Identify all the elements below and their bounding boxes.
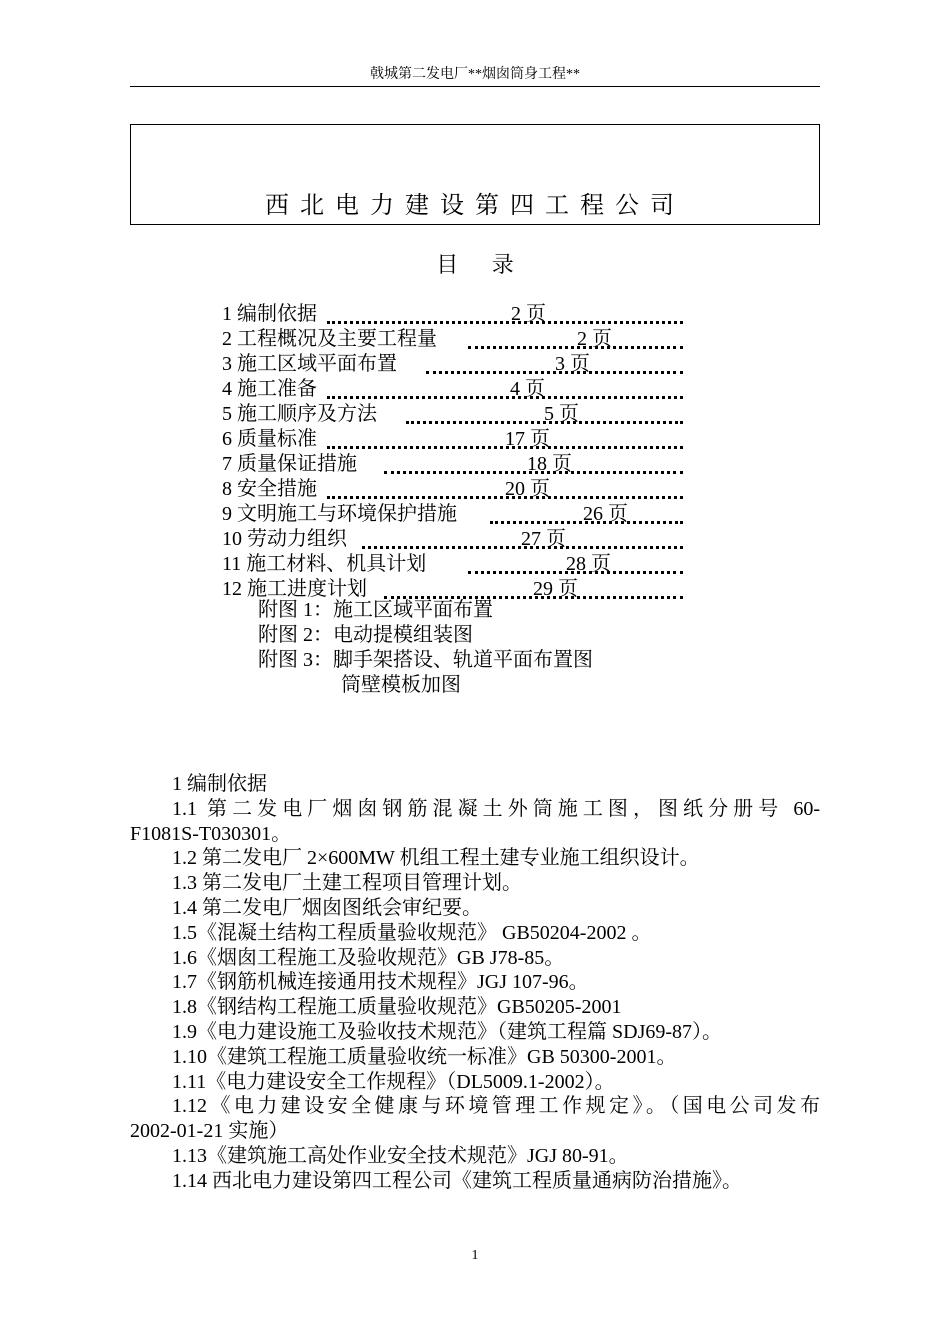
section-heading: 1 编制依据 [172,773,267,795]
toc-item[interactable] [222,502,687,527]
appendix-figure-extra[interactable]: 筒壁模板加图 [341,674,461,696]
paragraph: 2002-01-21 实施） [130,1120,289,1143]
toc-item-label: 6 质量标准 [222,428,317,450]
toc-item[interactable] [222,377,687,402]
paragraph: 1.6《烟囱工程施工及验收规范》GB J78-85。 [172,946,565,969]
toc-item-label: 8 安全措施 [222,478,317,500]
toc-item-page: 4 页 [510,378,545,400]
paragraph: 1.7《钢筋机械连接通用技术规程》JGJ 107-96。 [172,971,589,994]
toc-item-page: 20 页 [505,478,550,500]
toc-item-label: 4 施工准备 [222,378,317,400]
paragraph: 1.1 第二发电厂烟囱钢筋混凝土外筒施工图，图纸分册号 60- [172,797,820,820]
paragraph: 1.3 第二发电厂土建工程项目管理计划。 [172,872,522,895]
toc-item[interactable] [222,352,687,377]
toc-item[interactable] [222,302,687,327]
company-name: 西北电力建设第四工程公司 [265,193,685,219]
toc-leader-dots [327,396,683,399]
toc-item-label: 5 施工顺序及方法 [222,403,377,425]
paragraph: 1.9《电力建设施工及验收技术规范》（建筑工程篇 SDJ69-87）。 [172,1020,723,1043]
toc-item[interactable] [222,427,687,452]
toc-item-label: 1 编制依据 [222,303,317,325]
toc-item[interactable] [222,327,687,352]
toc-item[interactable] [222,552,687,577]
toc-item-label: 7 质量保证措施 [222,453,357,475]
paragraph: 1.11《电力建设安全工作规程》（DL5009.1-2002）。 [172,1070,615,1093]
toc-item-page: 2 页 [577,328,612,350]
page-header: 戟城第二发电厂**烟囱筒身工程** [130,64,820,87]
table-of-contents [222,302,687,602]
paragraph: F1081S-T030301。 [130,822,292,845]
toc-item-label: 2 工程概况及主要工程量 [222,328,437,350]
toc-item-page: 26 页 [583,503,628,525]
paragraph: 1.12《电力建设安全健康与环境管理工作规定》。（国电公司发布 [172,1095,820,1118]
appendix-figure-2[interactable]: 附图 2：电动提模组装图 [258,624,473,646]
toc-item-page: 27 页 [521,528,566,550]
toc-item-label: 11 施工材料、机具计划 [222,553,427,575]
toc-item-label: 3 施工区域平面布置 [222,353,397,375]
paragraph: 1.13《建筑施工高处作业安全技术规范》JGJ 80-91。 [172,1144,629,1167]
toc-item-label: 12 施工进度计划 [222,578,367,600]
paragraph: 1.4 第二发电厂烟囱图纸会审纪要。 [172,896,482,919]
toc-item[interactable] [222,477,687,502]
page-number: 1 [471,1248,479,1263]
toc-item-page: 18 页 [527,453,572,475]
paragraph: 1.2 第二发电厂 2×600MW 机组工程土建专业施工组织设计。 [172,847,700,870]
toc-title: 目 录 [436,252,528,277]
appendix-figure-1[interactable]: 附图 1：施工区域平面布置 [258,599,493,621]
toc-item-page: 28 页 [566,553,611,575]
toc-item-label: 9 文明施工与环境保护措施 [222,503,457,525]
toc-item-page: 3 页 [555,353,590,375]
toc-item-page: 29 页 [533,578,578,600]
toc-item-label: 10 劳动力组织 [222,528,347,550]
toc-item-page: 5 页 [544,403,579,425]
company-title-box [130,124,820,225]
toc-item-page: 2 页 [511,303,546,325]
appendix-figure-3[interactable]: 附图 3：脚手架搭设、轨道平面布置图 [258,649,593,671]
paragraph: 1.10《建筑工程施工质量验收统一标准》GB 50300-2001。 [172,1045,677,1068]
toc-item[interactable] [222,527,687,552]
section-1 [130,772,820,1194]
toc-item-page: 17 页 [505,428,550,450]
paragraph: 1.14 西北电力建设第四工程公司《建筑工程质量通病防治措施》。 [172,1169,742,1192]
toc-leader-dots [327,321,683,324]
paragraph: 1.8《钢结构工程施工质量验收规范》GB50205-2001 [172,996,622,1019]
toc-item[interactable] [222,402,687,427]
toc-leader-dots [468,346,683,349]
toc-item[interactable] [222,452,687,477]
paragraph: 1.5《混凝土结构工程质量验收规范》 GB50204-2002 。 [172,921,652,944]
